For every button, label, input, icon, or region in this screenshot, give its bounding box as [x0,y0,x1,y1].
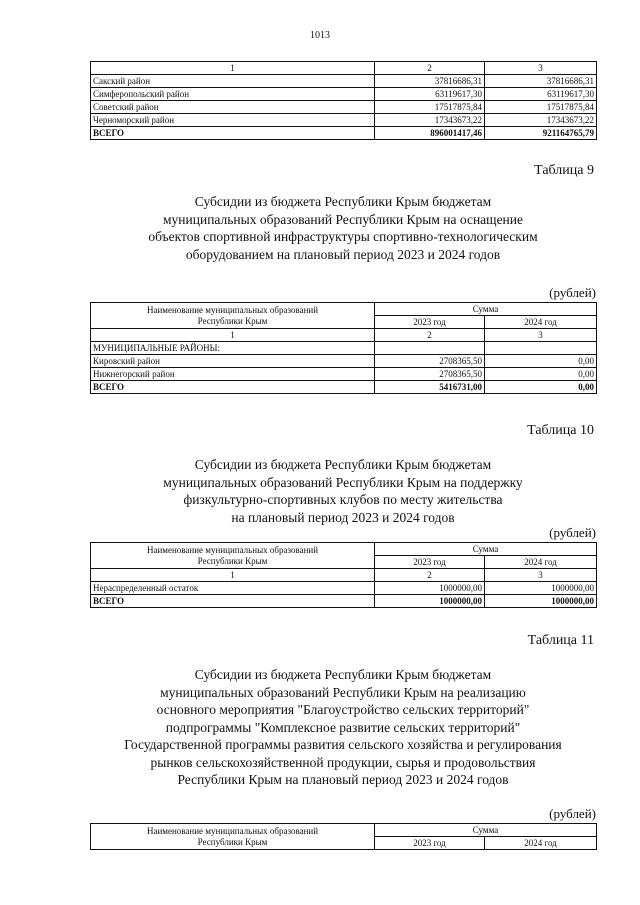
value-2024: 17517875,84 [485,101,597,114]
total-label: ВСЕГО [91,381,375,394]
header-line: Наименование муниципальных образований [146,544,319,555]
header-line: Наименование муниципальных образований [146,825,319,836]
column-number: 1 [91,62,375,75]
value-2023: 1000000,00 [375,582,485,595]
value-2024: 17343673,22 [485,114,597,127]
column-header-2024: 2024 год [485,316,597,329]
table-10-unit: (рублей) [549,525,596,540]
total-label: ВСЕГО [91,595,375,608]
empty-cell [485,342,597,355]
table-row [91,355,597,368]
total-2023: 896001417,46 [375,127,485,140]
table-10 [90,542,597,608]
table-row [91,582,597,595]
column-header-name [91,824,375,850]
column-header-2023: 2023 год [375,316,485,329]
title-line: Государственной программы развития сельского хозяйства и регулирования [124,737,562,752]
section-row [91,342,597,355]
value-2023: 17343673,22 [375,114,485,127]
column-number-row [91,62,597,75]
header-line: Республики Крым [197,836,268,847]
table-9-title [60,193,626,263]
column-number-row [91,569,597,582]
column-number: 2 [375,569,485,582]
table-10-label: Таблица 10 [527,423,594,438]
district-name: Черноморский район [91,114,375,127]
total-2024: 921164765,79 [485,127,597,140]
column-number: 3 [485,329,597,342]
value-2024: 1000000,00 [485,582,597,595]
district-name: Кировский район [91,355,375,368]
empty-cell [375,342,485,355]
title-line: основного мероприятия "Благоустройство сельских территорий" [156,702,530,717]
value-2024: 0,00 [485,368,597,381]
district-name: Сакский район [91,75,375,88]
column-header-2024: 2024 год [485,837,597,850]
table-row [91,75,597,88]
table-11-label: Таблица 11 [527,633,594,648]
title-line: подпрограммы "Комплексное развитие сельских территорий" [165,719,521,735]
table-9 [90,302,597,394]
total-row [91,381,597,394]
title-line: оборудованием на плановый период 2023 и 2024 годов [185,246,501,262]
title-line: на плановый период 2023 и 2024 годов [231,509,455,525]
table-continuation [90,61,597,140]
value-2023: 2708365,50 [375,368,485,381]
title-line: Субсидии из бюджета Республики Крым бюджетам [194,667,492,682]
column-number: 3 [485,569,597,582]
column-header-2024: 2024 год [485,556,597,569]
table-row [91,114,597,127]
title-line: рынков сельскохозяйственной продукции, сырья и продовольствия [150,754,536,770]
table-row [91,368,597,381]
header-line: Республики Крым [197,315,268,326]
total-row [91,127,597,140]
column-number: 1 [91,329,375,342]
total-label: ВСЕГО [91,127,375,140]
column-header-2023: 2023 год [375,556,485,569]
total-2023: 1000000,00 [375,595,485,608]
title-line: Республики Крым на плановый период 2023 и 2024 годов [177,772,509,787]
column-number: 2 [375,329,485,342]
header-line: Наименование муниципальных образований [146,304,319,315]
column-header-2023: 2023 год [375,837,485,850]
value-2023: 17517875,84 [375,101,485,114]
title-line: муниципальных образований Республики Крым на реализацию [160,684,526,700]
title-line: объектов спортивной инфраструктуры спортивно-технологическим [148,229,538,244]
title-line: муниципальных образований Республики Крым на оснащение [163,211,523,227]
column-header-sum: Сумма [375,543,597,556]
value-2024: 0,00 [485,355,597,368]
column-number: 2 [375,62,485,75]
column-number-row [91,329,597,342]
table-11-title [60,666,626,789]
value-2023: 37816686,31 [375,75,485,88]
table-11 [90,823,597,850]
total-row [91,595,597,608]
column-number: 3 [485,62,597,75]
title-line: муниципальных образований Республики Крым на поддержку [163,474,523,490]
section-label: МУНИЦИПАЛЬНЫЕ РАЙОНЫ: [91,342,375,355]
table-10-title [60,456,626,526]
value-2024: 37816686,31 [485,75,597,88]
page-number: 1013 [310,30,330,41]
value-2023: 2708365,50 [375,355,485,368]
district-name: Советский район [91,101,375,114]
title-line: Субсидии из бюджета Республики Крым бюджетам [194,457,492,472]
district-name: Симферопольский район [91,88,375,101]
district-name: Нижнегорский район [91,368,375,381]
column-header-sum: Сумма [375,824,597,837]
value-2023: 63119617,30 [375,88,485,101]
total-2024: 1000000,00 [485,595,597,608]
value-2024: 63119617,30 [485,88,597,101]
column-header-name [91,543,375,569]
total-2024: 0,00 [485,381,597,394]
table-9-unit: (рублей) [549,285,596,300]
column-number: 1 [91,569,375,582]
table-11-unit: (рублей) [549,806,596,821]
column-header-sum: Сумма [375,303,597,316]
column-header-name [91,303,375,329]
header-line: Республики Крым [197,555,268,566]
table-9-label: Таблица 9 [534,163,594,178]
table-row [91,88,597,101]
title-line: Субсидии из бюджета Республики Крым бюджетам [194,194,492,209]
table-row [91,101,597,114]
title-line: физкультурно-спортивных клубов по месту жительства [183,492,503,507]
district-name: Нераспределенный остаток [91,582,375,595]
total-2023: 5416731,00 [375,381,485,394]
